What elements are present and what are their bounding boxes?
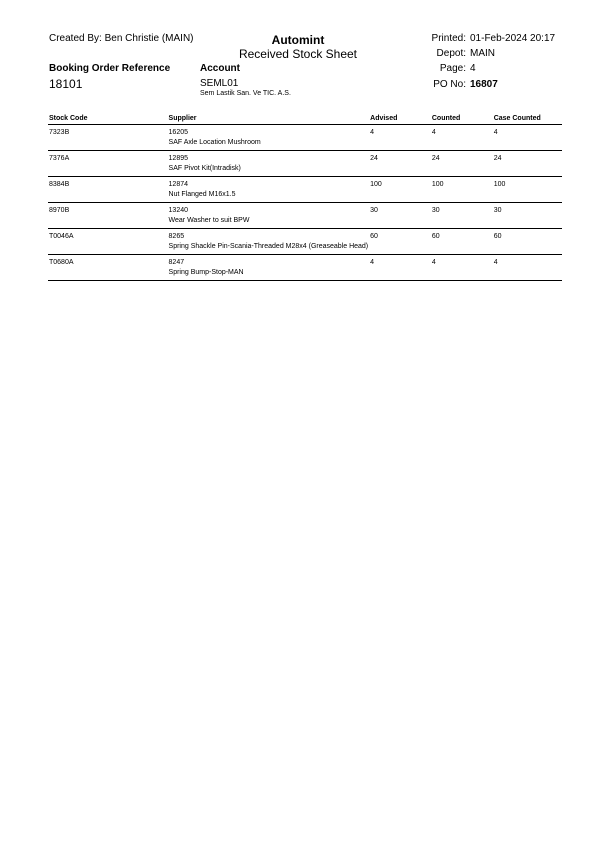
supplier-cell [168,229,370,255]
table-row [48,229,562,255]
created-by [49,33,194,44]
stock-code-cell: T0680A [48,255,168,281]
account-code: SEML01 [200,78,239,89]
booking-ref-value: 18101 [49,77,83,91]
created-by-label: Created By: [49,33,102,44]
supplier-code: 12874 [168,181,188,188]
col-stock-code: Stock Code [48,114,168,125]
table-row [48,255,562,281]
stock-code-cell: 8970B [48,203,168,229]
item-description: Wear Washer to suit BPW [168,217,250,224]
page-value: 4 [470,63,476,74]
advised-cell: 4 [369,125,431,151]
case-counted-cell: 100 [493,177,562,203]
account-label: Account [200,63,240,74]
counted-cell: 60 [431,229,493,255]
depot-label: Depot: [436,48,466,59]
item-description: Spring Bump-Stop-MAN [168,269,244,276]
document-title: Received Stock Sheet [238,47,358,61]
supplier-cell [168,203,370,229]
item-description: SAF Axle Location Mushroom [168,139,261,146]
supplier-code: 16205 [168,129,188,136]
stock-code-cell: T0046A [48,229,168,255]
table-row [48,203,562,229]
supplier-cell [168,255,370,281]
case-counted-cell: 24 [493,151,562,177]
col-supplier: Supplier [168,114,370,125]
col-case-counted: Case Counted [493,114,562,125]
counted-cell: 4 [431,255,493,281]
depot-value: MAIN [470,48,495,59]
stock-code-cell: 7376A [48,151,168,177]
printed-label: Printed: [431,33,466,44]
advised-cell: 100 [369,177,431,203]
advised-cell: 30 [369,203,431,229]
item-description: Spring Shackle Pin-Scania-Threaded M28x4 (Greaseable Head) [168,243,369,250]
table-row [48,177,562,203]
supplier-code: 8247 [168,259,185,266]
case-counted-cell: 4 [493,125,562,151]
advised-cell: 24 [369,151,431,177]
supplier-code: 8265 [168,233,185,240]
counted-cell: 24 [431,151,493,177]
supplier-code: 13240 [168,207,188,214]
po-value: 16807 [470,79,498,90]
item-description: Nut Flanged M16x1.5 [168,191,236,198]
table-header-row [48,114,562,125]
account-name: Sem Lastik San. Ve TIC. A.S. [200,90,291,97]
col-counted: Counted [431,114,493,125]
item-description: SAF Pivot Kit(Intradisk) [168,165,241,172]
counted-cell: 4 [431,125,493,151]
page-label: Page: [439,63,466,74]
case-counted-cell: 4 [493,255,562,281]
advised-cell: 4 [369,255,431,281]
booking-ref-label: Booking Order Reference [49,63,171,74]
stock-lines-table [48,114,562,281]
supplier-cell [168,151,370,177]
supplier-cell [168,125,370,151]
po-label: PO No: [433,79,466,90]
advised-cell: 60 [369,229,431,255]
counted-cell: 30 [431,203,493,229]
table-row [48,125,562,151]
supplier-code: 12895 [168,155,188,162]
col-advised: Advised [369,114,431,125]
stock-code-cell: 7323B [48,125,168,151]
created-by-value: Ben Christie (MAIN) [104,33,194,44]
printed-value: 01-Feb-2024 20:17 [470,33,556,44]
table-row [48,151,562,177]
case-counted-cell: 60 [493,229,562,255]
supplier-cell [168,177,370,203]
stock-code-cell: 8384B [48,177,168,203]
company-name: Automint [271,33,325,47]
counted-cell: 100 [431,177,493,203]
case-counted-cell: 30 [493,203,562,229]
